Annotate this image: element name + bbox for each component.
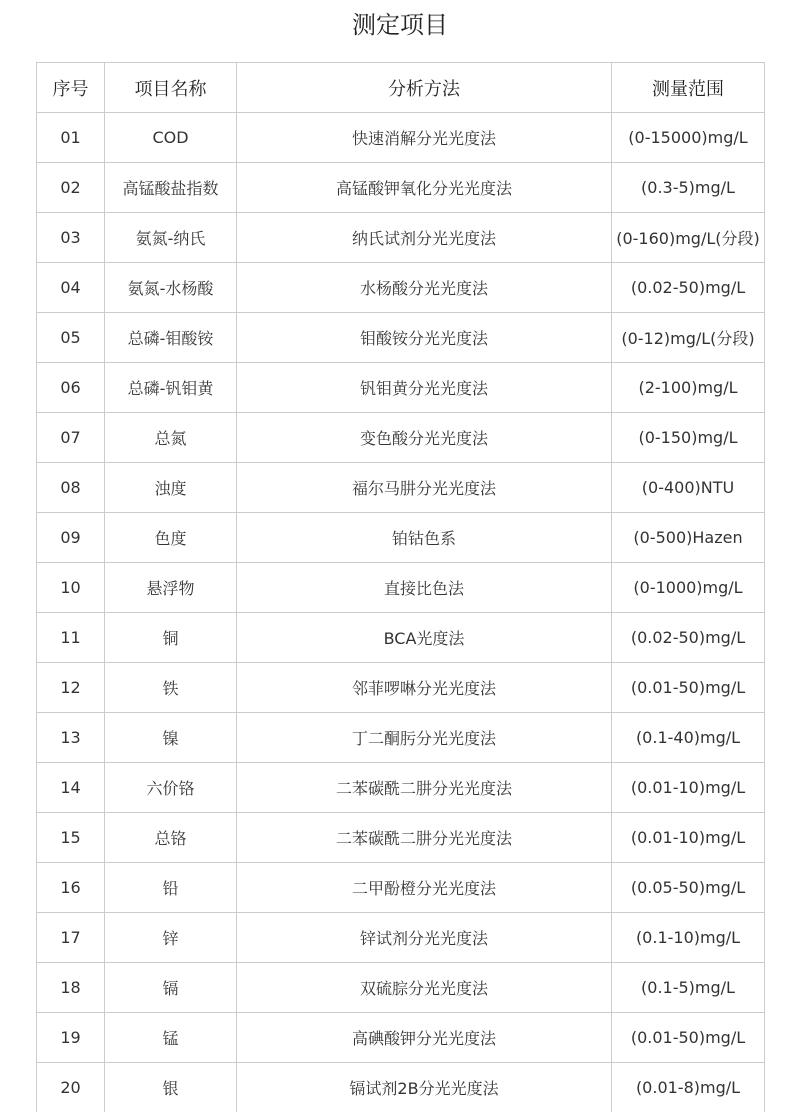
table-row — [37, 963, 765, 1013]
cell-no: 20 — [37, 1063, 105, 1112]
cell-range: (0.01-8)mg/L — [612, 1063, 765, 1112]
cell-method: BCA光度法 — [237, 613, 612, 663]
cell-name: 氨氮-纳氏 — [105, 213, 237, 263]
cell-method: 双硫腙分光光度法 — [237, 963, 612, 1013]
cell-no: 09 — [37, 513, 105, 563]
cell-name: 总氮 — [105, 413, 237, 463]
table-row — [37, 713, 765, 763]
cell-name: 六价铬 — [105, 763, 237, 813]
cell-method: 锌试剂分光光度法 — [237, 913, 612, 963]
table-row — [37, 913, 765, 963]
cell-name: 悬浮物 — [105, 563, 237, 613]
column-header-no: 序号 — [37, 63, 105, 113]
cell-method: 钼酸铵分光光度法 — [237, 313, 612, 363]
cell-name: 铜 — [105, 613, 237, 663]
cell-method: 铂钴色系 — [237, 513, 612, 563]
page-title: 测定项目 — [0, 0, 800, 50]
cell-name: 高锰酸盐指数 — [105, 163, 237, 213]
cell-no: 06 — [37, 363, 105, 413]
cell-no: 15 — [37, 813, 105, 863]
cell-no: 14 — [37, 763, 105, 813]
cell-range: (0-400)NTU — [612, 463, 765, 513]
cell-name: 锰 — [105, 1013, 237, 1063]
cell-range: (0-160)mg/L(分段) — [612, 213, 765, 263]
table-row — [37, 463, 765, 513]
cell-name: 铅 — [105, 863, 237, 913]
table-row — [37, 1063, 765, 1112]
table-row — [37, 363, 765, 413]
table-row — [37, 1013, 765, 1063]
cell-no: 17 — [37, 913, 105, 963]
table-row — [37, 113, 765, 163]
cell-name: 总磷-钒钼黄 — [105, 363, 237, 413]
cell-no: 10 — [37, 563, 105, 613]
cell-method: 二甲酚橙分光光度法 — [237, 863, 612, 913]
cell-method: 高锰酸钾氧化分光光度法 — [237, 163, 612, 213]
cell-range: (0.01-10)mg/L — [612, 763, 765, 813]
table-row — [37, 863, 765, 913]
cell-method: 二苯碳酰二肼分光光度法 — [237, 763, 612, 813]
cell-range: (0-150)mg/L — [612, 413, 765, 463]
cell-method: 丁二酮肟分光光度法 — [237, 713, 612, 763]
cell-range: (0-15000)mg/L — [612, 113, 765, 163]
cell-name: 氨氮-水杨酸 — [105, 263, 237, 313]
cell-name: 总铬 — [105, 813, 237, 863]
cell-range: (0.02-50)mg/L — [612, 263, 765, 313]
cell-no: 13 — [37, 713, 105, 763]
cell-no: 05 — [37, 313, 105, 363]
cell-range: (0.05-50)mg/L — [612, 863, 765, 913]
table-row — [37, 263, 765, 313]
table-body — [37, 113, 765, 1112]
cell-method: 纳氏试剂分光光度法 — [237, 213, 612, 263]
cell-method: 变色酸分光光度法 — [237, 413, 612, 463]
cell-no: 12 — [37, 663, 105, 713]
column-header-name: 项目名称 — [105, 63, 237, 113]
table-row — [37, 213, 765, 263]
cell-method: 水杨酸分光光度法 — [237, 263, 612, 313]
cell-range: (0.01-50)mg/L — [612, 1013, 765, 1063]
table-row — [37, 313, 765, 363]
cell-method: 福尔马肼分光光度法 — [237, 463, 612, 513]
cell-method: 快速消解分光光度法 — [237, 113, 612, 163]
table-row — [37, 813, 765, 863]
cell-range: (0.1-10)mg/L — [612, 913, 765, 963]
table-row — [37, 413, 765, 463]
cell-no: 02 — [37, 163, 105, 213]
cell-no: 16 — [37, 863, 105, 913]
cell-no: 18 — [37, 963, 105, 1013]
column-header-method: 分析方法 — [237, 63, 612, 113]
cell-name: 色度 — [105, 513, 237, 563]
cell-method: 邻菲啰啉分光光度法 — [237, 663, 612, 713]
cell-name: 镉 — [105, 963, 237, 1013]
cell-no: 04 — [37, 263, 105, 313]
cell-method: 高碘酸钾分光光度法 — [237, 1013, 612, 1063]
cell-name: 锌 — [105, 913, 237, 963]
cell-no: 03 — [37, 213, 105, 263]
table-row — [37, 613, 765, 663]
cell-name: 浊度 — [105, 463, 237, 513]
cell-method: 钒钼黄分光光度法 — [237, 363, 612, 413]
table-row — [37, 563, 765, 613]
cell-method: 直接比色法 — [237, 563, 612, 613]
table-row — [37, 763, 765, 813]
cell-name: 镍 — [105, 713, 237, 763]
cell-range: (0-12)mg/L(分段) — [612, 313, 765, 363]
cell-no: 07 — [37, 413, 105, 463]
cell-method: 镉试剂2B分光光度法 — [237, 1063, 612, 1112]
table-row — [37, 663, 765, 713]
cell-range: (0.1-40)mg/L — [612, 713, 765, 763]
cell-name: 银 — [105, 1063, 237, 1112]
cell-range: (0.3-5)mg/L — [612, 163, 765, 213]
cell-range: (2-100)mg/L — [612, 363, 765, 413]
cell-method: 二苯碳酰二肼分光光度法 — [237, 813, 612, 863]
column-header-range: 测量范围 — [612, 63, 765, 113]
items-table — [36, 62, 765, 1112]
table-header-row — [37, 63, 765, 113]
cell-no: 11 — [37, 613, 105, 663]
cell-range: (0.01-10)mg/L — [612, 813, 765, 863]
cell-range: (0.01-50)mg/L — [612, 663, 765, 713]
cell-no: 01 — [37, 113, 105, 163]
cell-no: 19 — [37, 1013, 105, 1063]
cell-name: COD — [105, 113, 237, 163]
cell-range: (0.02-50)mg/L — [612, 613, 765, 663]
table-row — [37, 513, 765, 563]
cell-range: (0-500)Hazen — [612, 513, 765, 563]
cell-range: (0.1-5)mg/L — [612, 963, 765, 1013]
cell-range: (0-1000)mg/L — [612, 563, 765, 613]
cell-no: 08 — [37, 463, 105, 513]
cell-name: 铁 — [105, 663, 237, 713]
cell-name: 总磷-钼酸铵 — [105, 313, 237, 363]
table-row — [37, 163, 765, 213]
